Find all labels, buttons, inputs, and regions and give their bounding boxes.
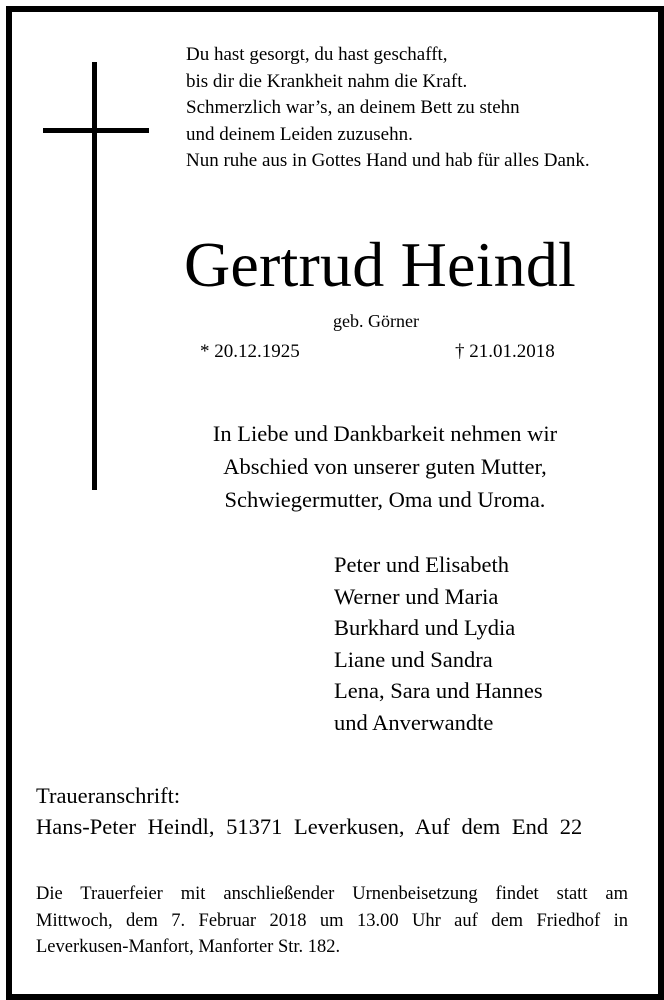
address-line: Hans-Peter Heindl, 51371 Leverkusen, Auf dem End 22 [36,814,583,839]
farewell-text [150,417,620,516]
mourner-name: Peter und Elisabeth [334,552,509,577]
mourner-name: Burkhard und Lydia [334,615,516,641]
mourner-name: Liane und Sandra [334,646,493,672]
service-line: Die Trauerfeier mit anschließender Urnenbeisetzung findet statt am [36,884,628,904]
mourner-name: und Anverwandte [334,709,494,735]
cross-icon [92,62,97,490]
birth-date: * 20.12.1925 [200,341,300,362]
farewell-line: In Liebe und Dankbarkeit nehmen wir [212,421,558,446]
poem-line: Schmerzlich war’s, an deinem Bett zu stehn [186,97,520,118]
poem-line: bis dir die Krankheit nahm die Kraft. [186,70,468,92]
poem-line: und deinem Leiden zuzusehn. [186,123,413,145]
poem-line: Nun ruhe aus in Gottes Hand und hab für alles Dank. [186,150,590,171]
mourner-name: Lena, Sara und Hannes [334,678,543,704]
mourners-list [334,549,543,739]
death-date: † 21.01.2018 [455,341,555,362]
farewell-line: Abschied von unserer guten Mutter, [223,454,547,479]
service-line: Mittwoch, dem 7. Februar 2018 um 13.00 Uhr auf dem Friedhof in [36,910,628,931]
poem [186,42,590,175]
cross-icon-beam [43,128,149,133]
deceased-name: Gertrud Heindl [184,229,577,300]
farewell-line: Schwiegermutter, Oma und Uroma. [224,487,546,512]
poem-line: Du hast gesorgt, du hast geschafft, [186,44,448,65]
service-line: Leverkusen-Manfort, Manforter Str. 182. [36,937,341,957]
maiden-name: geb. Görner [333,311,419,331]
mourner-name: Werner und Maria [334,583,499,609]
service-announcement [36,881,628,961]
address-label: Traueranschrift: [36,783,181,808]
